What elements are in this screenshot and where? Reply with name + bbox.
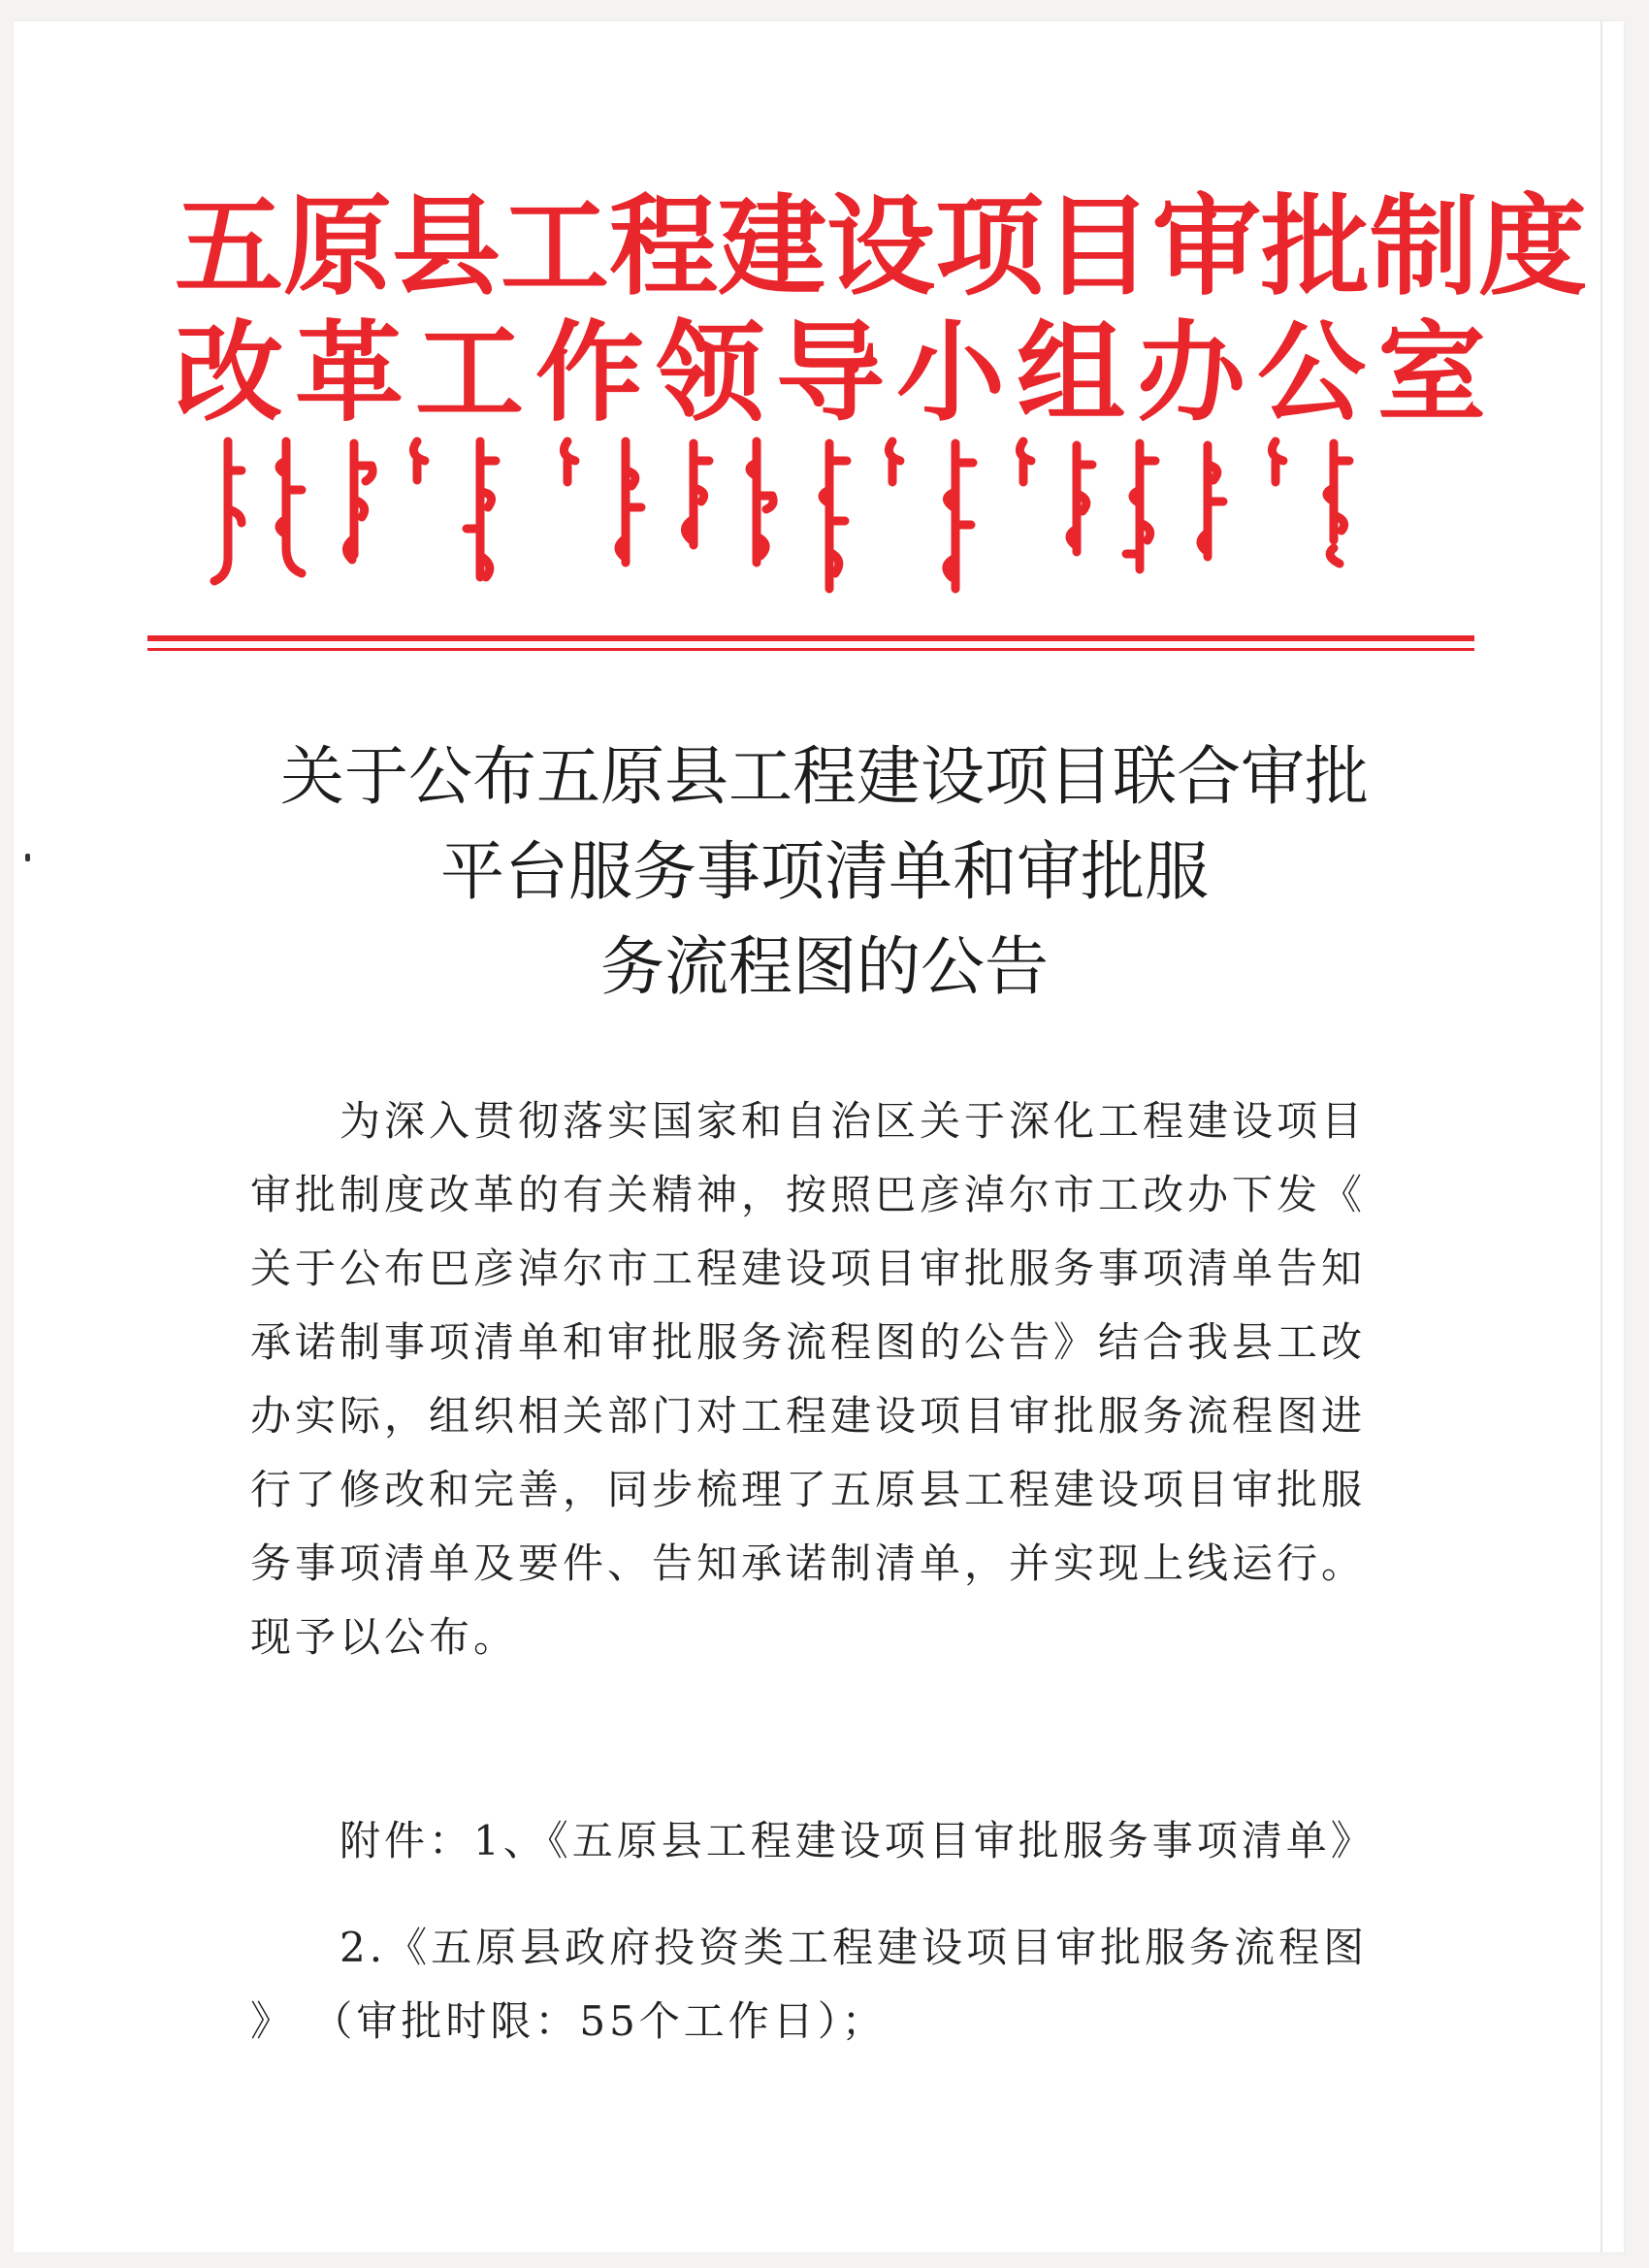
attachment-2-line-2: 》 （审批时限：55个工作日）； bbox=[250, 1997, 887, 2045]
body-line-7: 务事项清单及要件、告知承诺制清单，并实现上线运行。 bbox=[250, 1539, 1367, 1587]
mongolian-script-letterhead bbox=[209, 432, 1431, 597]
body-line-2: 审批制度改革的有关精神，按照巴彦淖尔市工改办下发《 bbox=[250, 1171, 1367, 1218]
body-line-5: 办实际，组织相关部门对工程建设项目审批服务流程图进 bbox=[250, 1392, 1367, 1440]
page-edge bbox=[1600, 21, 1602, 2252]
letterhead-red-rule-thin bbox=[147, 648, 1474, 651]
title-line-2: 平台服务事项清单和审批服 bbox=[440, 834, 1209, 909]
title-line-3: 务流程图的公告 bbox=[600, 929, 1049, 1004]
attachment-2-line-1: 2.《五原县政府投资类工程建设项目审批服务流程图 bbox=[340, 1924, 1369, 1971]
body-line-4: 承诺制事项清单和审批服务流程图的公告》结合我县工改 bbox=[250, 1318, 1367, 1366]
mongolian-script-glyphs bbox=[209, 432, 1431, 597]
body-line-6: 行了修改和完善，同步梳理了五原县工程建设项目审批服 bbox=[250, 1466, 1367, 1513]
title-line-1: 关于公布五原县工程建设项目联合审批 bbox=[280, 739, 1369, 814]
attachment-1: 附件：1、《五原县工程建设项目审批服务事项清单》 bbox=[340, 1817, 1375, 1864]
letterhead-line-1: 五原县工程建设项目审批制度 bbox=[175, 183, 1587, 310]
letterhead-red-rule-thick bbox=[147, 635, 1474, 641]
body-line-8: 现予以公布。 bbox=[250, 1613, 519, 1661]
body-line-1: 为深入贯彻落实国家和自治区关于深化工程建设项目 bbox=[340, 1097, 1367, 1145]
body-line-3: 关于公布巴彦淖尔市工程建设项目审批服务事项清单告知 bbox=[250, 1245, 1367, 1292]
announcement-body bbox=[250, 1085, 1367, 1674]
document-title bbox=[194, 729, 1455, 1015]
letterhead-line-2: 改革工作领导小组办公室 bbox=[175, 309, 1498, 437]
scan-speck bbox=[25, 854, 30, 861]
